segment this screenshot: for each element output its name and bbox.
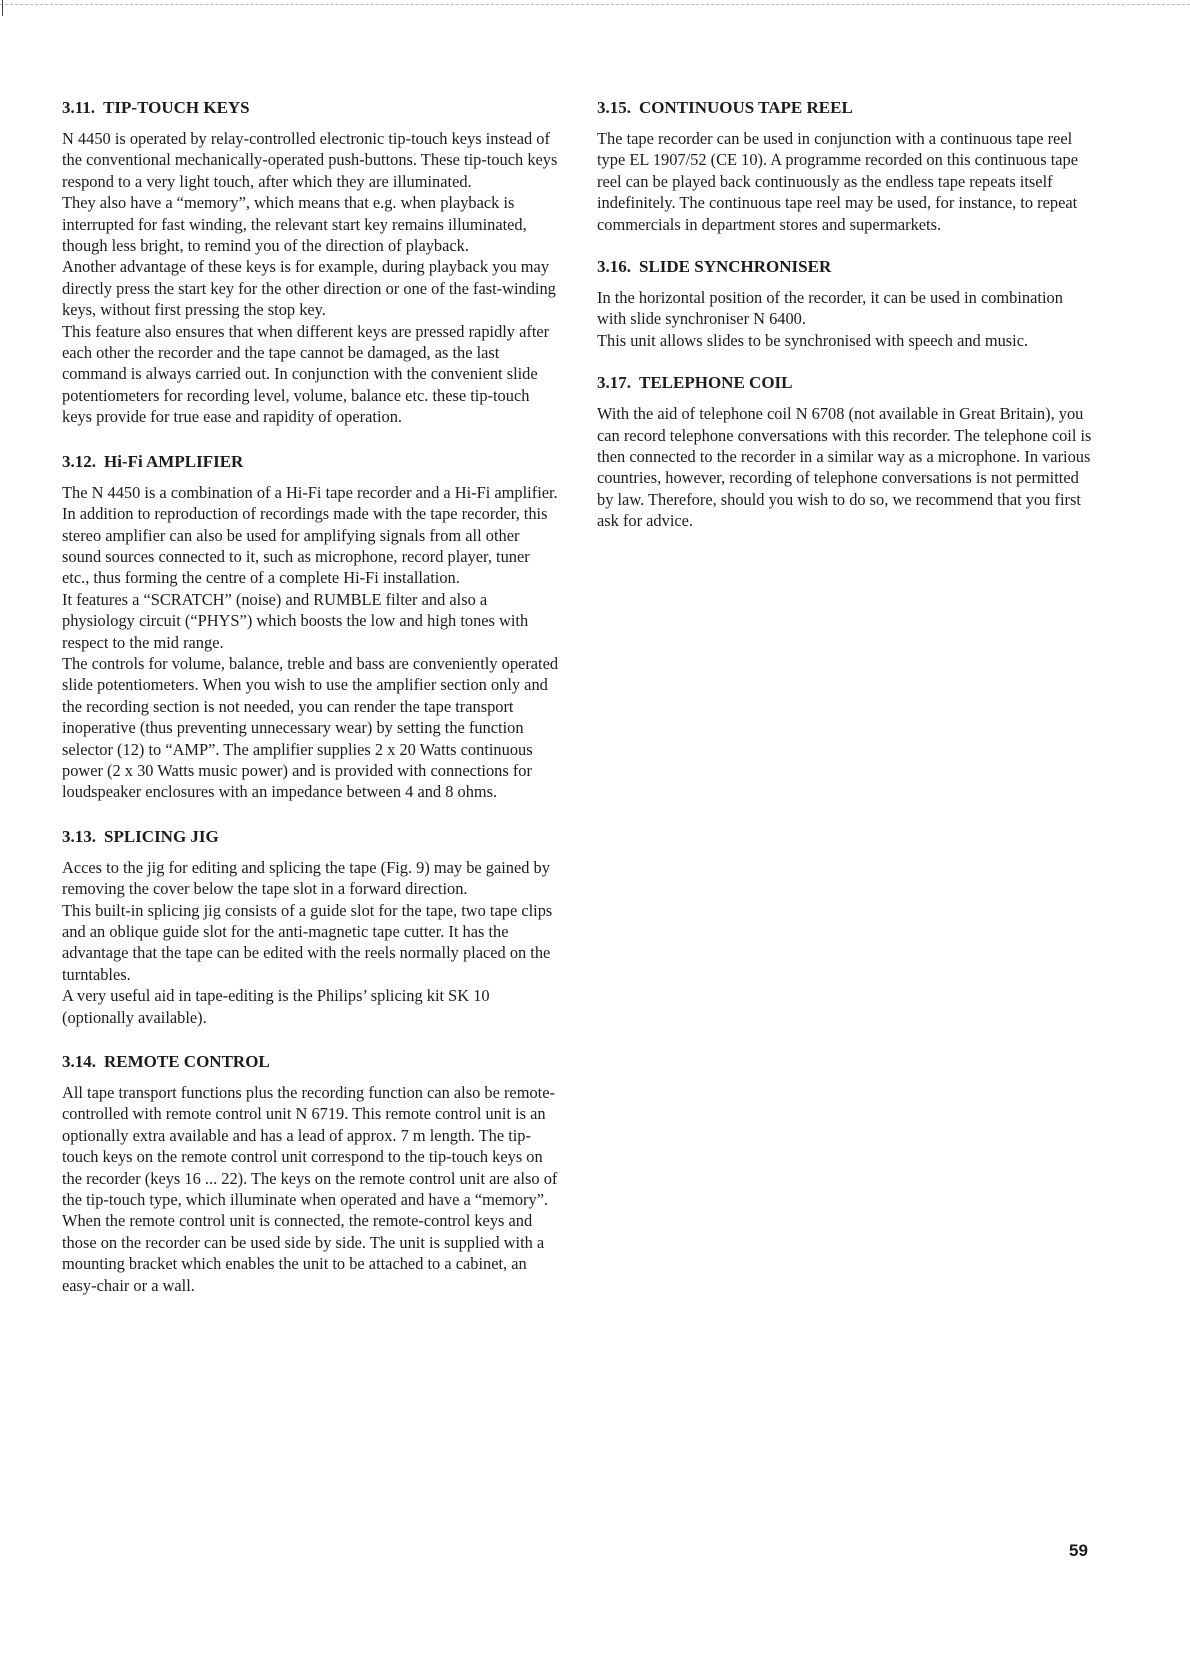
section-number: 3.17.: [597, 373, 631, 393]
section-heading: [597, 98, 1092, 118]
section-number: 3.12.: [62, 451, 96, 471]
paragraph: With the aid of telephone coil N 6708 (not available in Great Britain), you can record telephone conversations with this recorder. The telephone coil is then connected to the recorder in a similar way as a microphone. In various countries, however, recording of telephone conversations is not permitted by law. Therefore, should you wish to do so, we recommend that you first ask for advice.: [597, 404, 1092, 531]
section-number: 3.16.: [597, 257, 631, 277]
paragraph: This built-in splicing jig consists of a guide slot for the tape, two tape clips and an oblique guide slot for the anti-magnetic tape cutter. It has the advantage that the tape can be edited with the reels normally placed on the turntables.: [62, 900, 553, 984]
paragraph: N 4450 is operated by relay-controlled electronic tip-touch keys instead of the conventional mechanically-operated push-buttons. These tip-touch keys respond to a very light touch, after which they are illuminated.: [62, 129, 558, 191]
paragraph: Acces to the jig for editing and splicing the tape (Fig. 9) may be gained by removing the cover below the tape slot in a forward direction.: [62, 857, 550, 899]
section-number: 3.14.: [62, 1052, 96, 1072]
right-column: [597, 98, 1092, 532]
paragraph: This feature also ensures that when different keys are pressed rapidly after each other the recorder and the tape cannot be damaged, as the last command is always carried out. In conjunction with the convenient slide potentiometers for recording level, volume, balance etc. these tip-touch keys provide for true ease and rapidity of operation.: [62, 321, 550, 427]
section-remote-control: [62, 1052, 560, 1296]
section-continuous-tape-reel: [597, 98, 1092, 235]
section-number: 3.15.: [597, 98, 631, 117]
paragraph: It features a “SCRATCH” (noise) and RUMBLE filter and also a physiology circuit (“PHYS”) which boosts the low and high tones with respect to the mid range.: [62, 589, 529, 652]
section-heading: [597, 257, 1092, 277]
paragraph: In the horizontal position of the recorder, it can be used in combination with slide synchroniser N 6400.: [597, 288, 1063, 329]
paragraph: This unit allows slides to be synchronised with speech and music.: [597, 330, 1029, 350]
paragraph: All tape transport functions plus the recording function can also be remote-controlled with remote control unit N 6719. This remote control unit is an optionally extra available and has a lead of approx. 7 m length. The tip-touch keys on the remote control unit correspond to the tip-touch keys on the recorder (keys 16 ... 22). The keys on the remote control unit are also of the tip-touch type, which illuminate when operated and have a “memory”. When the remote control unit is connected, the remote-control keys and those on the recorder can be used side by side. The unit is supplied with a mounting bracket which enables the unit to be attached to a cabinet, an easy-chair or a wall.: [62, 1083, 558, 1295]
left-column: [62, 98, 560, 1296]
paragraph: The controls for volume, balance, treble and bass are conveniently operated slide potentiometers. When you wish to use the amplifier section only and the recording section is not needed, you can render the tape transport inoperative (thus preventing unnecessary wear) by setting the function selector (12) to “AMP”. The amplifier supplies 2 x 20 Watts continuous power (2 x 30 Watts music power) and is provided with connections for loudspeaker enclosures with an impedance between 4 and 8 ohms.: [62, 653, 559, 802]
section-splicing-jig: [62, 827, 560, 1028]
section-heading: [62, 827, 560, 847]
page-number: 59: [1069, 1541, 1088, 1560]
section-heading: [62, 452, 560, 472]
section-title: SLIDE SYNCHRONISER: [639, 257, 832, 277]
section-title: REMOTE CONTROL: [104, 1052, 270, 1072]
section-number: 3.11.: [62, 98, 96, 117]
section-heading: [597, 373, 1092, 393]
section-title: TIP-TOUCH KEYS: [103, 98, 250, 117]
paragraph: A very useful aid in tape-editing is the Philips’ splicing kit SK 10 (optionally available).: [62, 986, 490, 1027]
section-tip-touch-keys: [62, 98, 560, 428]
section-title: TELEPHONE COIL: [639, 373, 793, 393]
section-number: 3.13.: [62, 826, 96, 846]
section-hifi-amplifier: [62, 452, 560, 803]
paragraph: The N 4450 is a combination of a Hi-Fi tape recorder and a Hi-Fi amplifier. In addition to reproduction of recordings made with the tape recorder, this stereo amplifier can also be used for amplifying signals from all other sound sources connected to it, such as microphone, record player, tuner etc., thus forming the centre of a complete Hi-Fi installation.: [62, 482, 558, 588]
section-telephone-coil: [597, 373, 1092, 531]
section-slide-synchroniser: [597, 257, 1092, 351]
section-heading: [62, 1052, 560, 1072]
section-title: Hi-Fi AMPLIFIER: [104, 451, 244, 471]
paragraph: They also have a “memory”, which means that e.g. when playback is interrupted for fast winding, the relevant start key remains illuminated, though less bright, to remind you of the direction of playback.: [62, 193, 527, 256]
section-title: CONTINUOUS TAPE REEL: [639, 98, 853, 117]
paragraph: Another advantage of these keys is for example, during playback you may directly press the start key for the other direction or one of the fast-winding keys, without first pressing the stop key.: [62, 257, 556, 320]
paragraph: The tape recorder can be used in conjunction with a continuous tape reel type EL 1907/52 (CE 10). A programme recorded on this continuous tape reel can be played back continuously as the endless tape repeats itself indefinitely. The continuous tape reel may be used, for instance, to repeat commercials in department stores and supermarkets.: [597, 129, 1078, 234]
section-heading: [62, 98, 560, 118]
section-title: SPLICING JIG: [104, 826, 219, 846]
scan-border-line: [0, 4, 1190, 5]
scan-edge-mark: [2, 0, 3, 16]
